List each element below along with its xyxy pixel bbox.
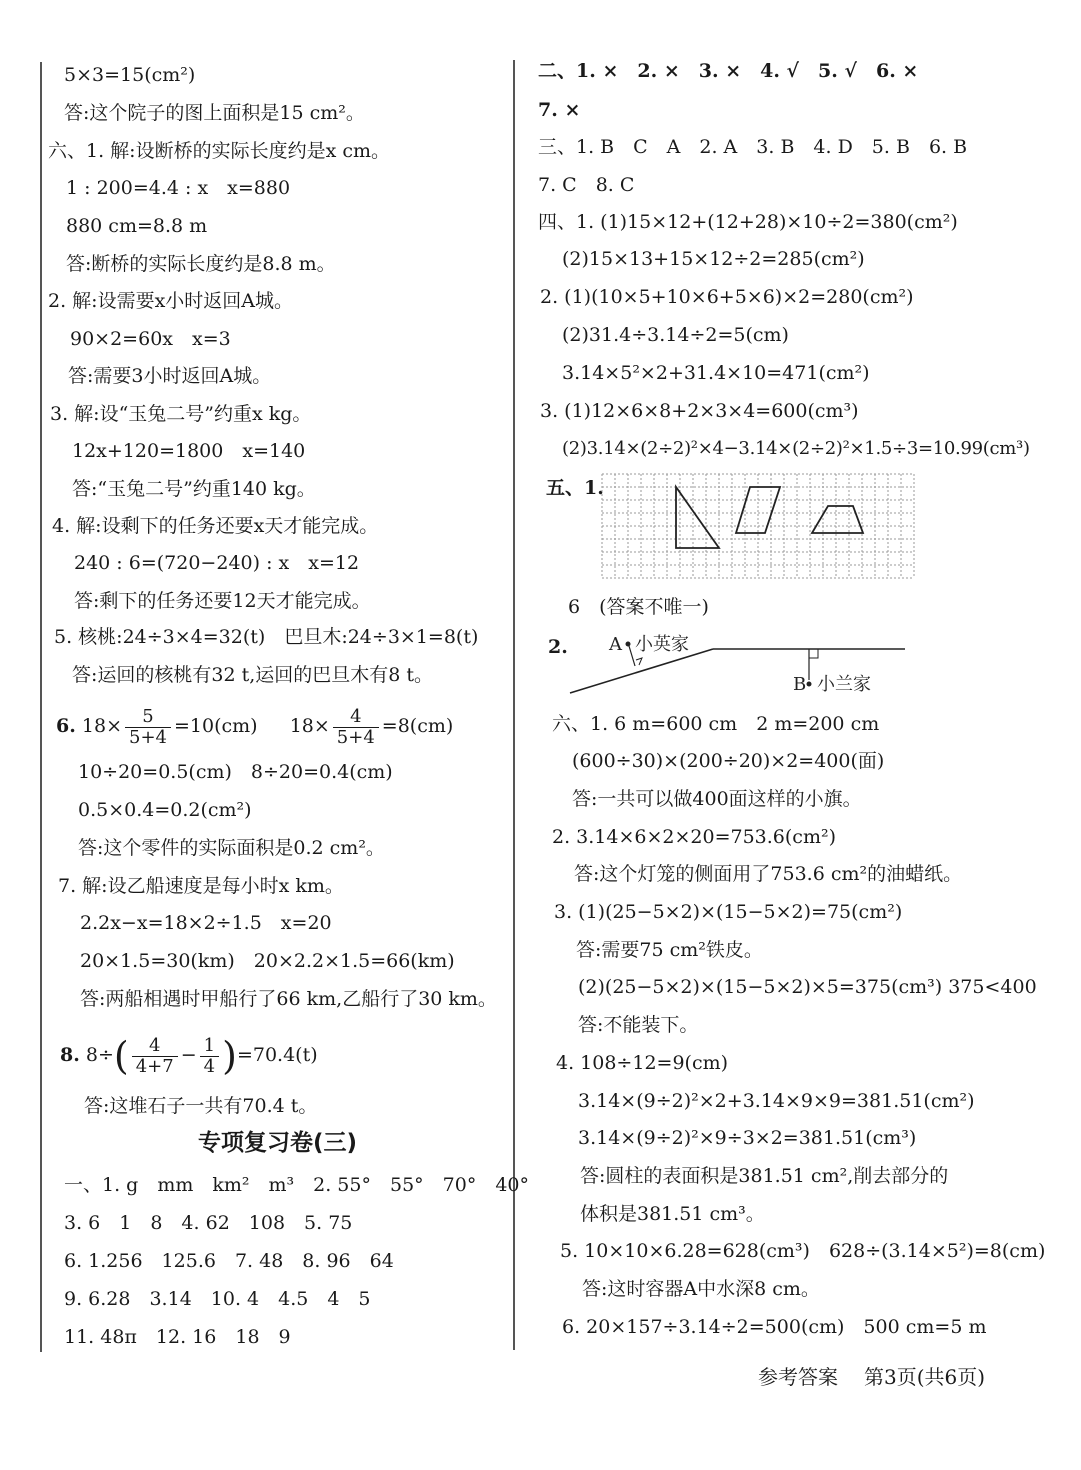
right-angle-mark-a <box>636 658 642 665</box>
section-title: 专项复习卷(三) <box>198 1130 358 1156</box>
answer-line: 6. 20×157÷3.14÷2=500(cm) 500 cm=5 m <box>562 1316 987 1338</box>
answer-line: 答:这个灯笼的侧面用了753.6 cm²的油蜡纸。 <box>574 863 963 885</box>
answer-line: (2)31.4÷3.14÷2=5(cm) <box>562 324 789 346</box>
answer-line: 答:两船相遇时甲船行了66 km,乙船行了30 km。 <box>80 988 497 1010</box>
answer-line: 20×1.5=30(km) 20×2.2×1.5=66(km) <box>80 950 455 972</box>
answer-line: 5. 核桃:24÷3×4=32(t) 巴旦木:24÷3×1=8(t) <box>54 626 479 648</box>
house-map-figure <box>565 628 910 700</box>
q6-label: 6. <box>56 715 76 737</box>
shape-grid-figure <box>600 472 916 580</box>
q8-minus: − <box>180 1044 197 1066</box>
river-bank-slope <box>570 649 713 693</box>
answer-line: 答:需要75 cm²铁皮。 <box>576 939 763 961</box>
right-angle-mark-b <box>809 649 818 658</box>
answer-line: 3. 6 1 8 4. 62 108 5. 75 <box>64 1212 353 1234</box>
answer-line: 3. (1)(25−5×2)×(15−5×2)=75(cm²) <box>554 901 903 923</box>
q6-a-denominator: 5+4 <box>129 726 167 748</box>
q8-fraction-1 <box>132 1036 178 1077</box>
column-divider <box>513 60 515 1350</box>
q6-a-numerator: 5 <box>125 707 171 728</box>
q6-a-result: =10(cm) <box>174 715 258 737</box>
q5-label: 五、1. <box>546 477 604 499</box>
answer-line: 10÷20=0.5(cm) 8÷20=0.4(cm) <box>78 761 393 783</box>
answer-line: 答:这堆石子一共有70.4 t。 <box>84 1095 318 1117</box>
answer-line: 一、1. g mm km² m³ 2. 55° 55° 70° 40° <box>64 1174 530 1196</box>
answer-line: 3.14×(9÷2)²×2+3.14×9×9=381.51(cm²) <box>578 1090 975 1112</box>
q8-numerator-1: 4 <box>132 1036 178 1057</box>
q6-b-fraction <box>333 707 379 748</box>
footer-label: 参考答案 <box>758 1365 838 1389</box>
answer-line: 1 : 200=4.4 : x x=880 <box>66 177 291 199</box>
q8-fraction-2 <box>200 1036 219 1077</box>
answer-line: 7. 解:设乙船速度是每小时x km。 <box>58 875 344 897</box>
answer-line: 答:这时容器A中水深8 cm。 <box>582 1278 820 1300</box>
answer-line: 答:这个零件的实际面积是0.2 cm²。 <box>78 837 385 859</box>
answer-line: 答:需要3小时返回A城。 <box>68 365 272 387</box>
answer-line: 二、1. × 2. × 3. × 4. √ 5. √ 6. × <box>538 60 919 82</box>
label-xiaolan-home: 小兰家 <box>817 674 871 695</box>
answer-line: 答:剩下的任务还要12天才能完成。 <box>74 590 371 612</box>
point-a-label: A <box>609 634 622 655</box>
answer-line: 体积是381.51 cm³。 <box>580 1203 765 1225</box>
answer-line: 880 cm=8.8 m <box>66 215 208 237</box>
answer-line: 7. C 8. C <box>538 174 635 196</box>
answer-line: 12x+120=1800 x=140 <box>72 440 306 462</box>
footer-page-number: 第3页(共6页) <box>864 1365 986 1389</box>
grid-lines <box>602 474 914 578</box>
answer-line: 2. 解:设需要x小时返回A城。 <box>48 290 294 312</box>
q5-2-label: 2. <box>548 636 568 658</box>
answer-line: 2.2x−x=18×2÷1.5 x=20 <box>80 912 332 934</box>
answer-line: 六、1. 解:设断桥的实际长度约是x cm。 <box>48 140 390 162</box>
answer-line: 2. (1)(10×5+10×6+5×6)×2=280(cm²) <box>540 286 914 308</box>
answer-line: 3.14×5²×2+31.4×10=471(cm²) <box>562 362 870 384</box>
q8-denominator-2: 4 <box>203 1055 216 1077</box>
answer-line: 答:运回的核桃有32 t,运回的巴旦木有8 t。 <box>72 664 434 686</box>
label-xiaoying-home: 小英家 <box>635 634 689 655</box>
answer-line: (2)15×13+15×12÷2=285(cm²) <box>562 248 865 270</box>
q8-left-paren: ( <box>113 1034 129 1078</box>
answer-line: 4. 108÷12=9(cm) <box>556 1052 729 1074</box>
answer-line: 答:一共可以做400面这样的小旗。 <box>572 788 862 810</box>
q6-b-denominator: 5+4 <box>336 726 375 748</box>
answer-line: (2)3.14×(2÷2)²×4−3.14×(2÷2)²×1.5÷3=10.99(cm³) <box>562 438 1030 459</box>
answer-line: 三、1. B C A 2. A 3. B 4. D 5. B 6. B <box>538 136 968 158</box>
q6-a-fraction <box>125 707 171 748</box>
answer-line: (600÷30)×(200÷20)×2=400(面) <box>572 750 885 772</box>
answer-line: 2. 3.14×6×2×20=753.6(cm²) <box>552 826 836 848</box>
answer-line: 9. 6.28 3.14 10. 4 4.5 4 5 <box>64 1288 371 1310</box>
answer-line: 答:“玉兔二号”约重140 kg。 <box>72 478 316 500</box>
answer-line: 六、1. 6 m=600 cm 2 m=200 cm <box>552 713 880 735</box>
q6-b-prefix: 18× <box>289 715 330 737</box>
q8-prefix: 8÷ <box>85 1044 114 1066</box>
point-b-marker <box>807 682 812 687</box>
answer-line: 0.5×0.4=0.2(cm²) <box>78 799 252 821</box>
answer-line: 4. 解:设剩下的任务还要x天才能完成。 <box>52 515 379 537</box>
answer-line: 11. 48π 12. 16 18 9 <box>64 1326 291 1348</box>
q8-denominator-1: 4+7 <box>135 1055 174 1077</box>
answer-line: 3. 解:设“玉兔二号”约重x kg。 <box>50 403 312 425</box>
answer-line: 5. 10×10×6.28=628(cm³) 628÷(3.14×5²)=8(cm) <box>560 1240 1046 1262</box>
answer-line: (2)(25−5×2)×(15−5×2)×5=375(cm³) 375<400 <box>578 976 1037 998</box>
point-a-marker <box>626 642 631 647</box>
answer-line: 答:断桥的实际长度约是8.8 m。 <box>66 253 336 275</box>
q8-numerator-2: 1 <box>200 1036 219 1057</box>
q6-fraction-line <box>56 705 453 747</box>
q8-result: =70.4(t) <box>236 1044 318 1066</box>
answer-line: 90×2=60x x=3 <box>70 328 231 350</box>
answer-line: 7. × <box>538 99 581 121</box>
answer-line: 240 : 6=(720−240) : x x=12 <box>74 552 360 574</box>
q5-note: 6 (答案不唯一) <box>568 596 709 618</box>
point-b-label: B <box>793 674 807 695</box>
answer-line: 答:不能装下。 <box>578 1014 699 1036</box>
q8-right-paren: ) <box>222 1034 237 1078</box>
q6-b-numerator: 4 <box>333 707 379 728</box>
answer-line: 答:圆柱的表面积是381.51 cm²,削去部分的 <box>580 1165 949 1187</box>
q8-fraction-line <box>60 1032 318 1078</box>
answer-line: 3.14×(9÷2)²×9÷3×2=381.51(cm³) <box>578 1127 917 1149</box>
q6-b-result: =8(cm) <box>381 715 454 737</box>
answer-line: 答:这个院子的图上面积是15 cm²。 <box>64 102 365 124</box>
answer-line: 6. 1.256 125.6 7. 48 8. 96 64 <box>64 1250 394 1272</box>
left-margin-rule <box>40 62 42 1352</box>
answer-line: 5×3=15(cm²) <box>64 64 196 86</box>
answer-line: 四、1. (1)15×12+(12+28)×10÷2=380(cm²) <box>538 211 958 233</box>
q6-a-prefix: 18× <box>81 715 122 737</box>
trapezoid-shape <box>812 506 863 533</box>
q8-label: 8. <box>60 1044 80 1066</box>
answer-line: 3. (1)12×6×8+2×3×4=600(cm³) <box>540 400 859 422</box>
